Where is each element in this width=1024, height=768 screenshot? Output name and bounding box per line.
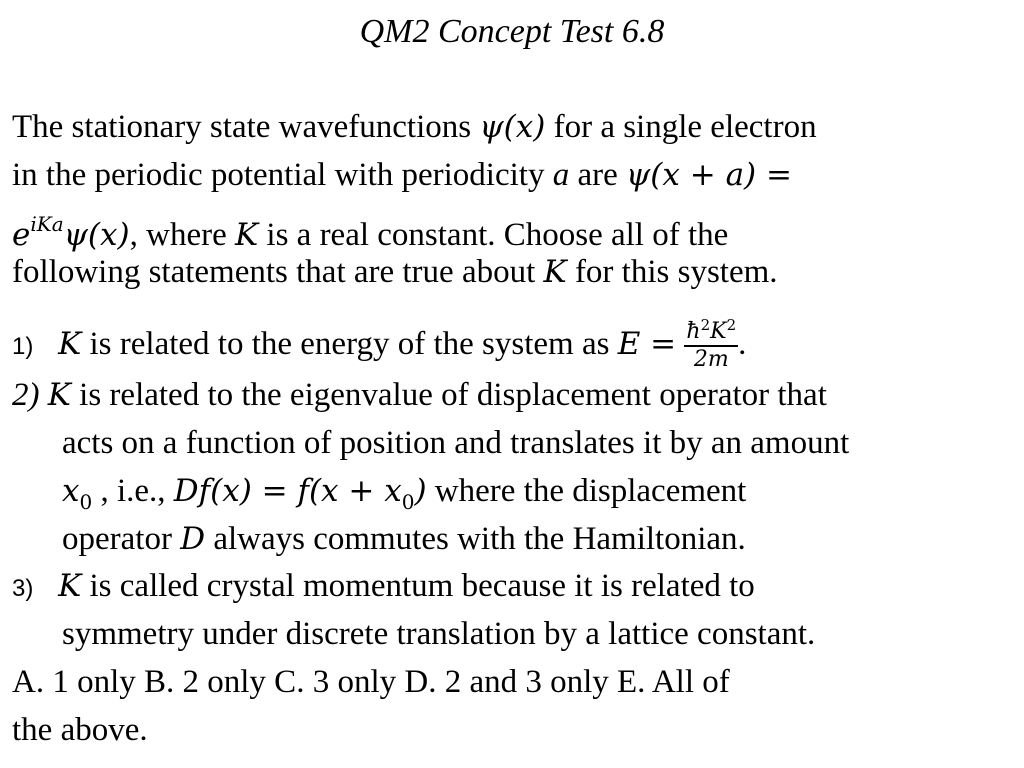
- statement-3-line-1: 3) K is called crystal momentum because it is related to: [12, 568, 755, 604]
- K-var: K: [58, 568, 82, 604]
- K-var: K: [58, 326, 82, 363]
- answer-choices-line-1: A. 1 only B. 2 only C. 3 only D. 2 and 3 only E. All of: [12, 664, 730, 700]
- answer-choices-line-2: the above.: [12, 712, 148, 748]
- psi-x-2: ψ(x): [63, 217, 130, 253]
- intro-line-1: The stationary state wavefunctions ψ(x) for a single electron: [12, 109, 817, 145]
- periodicity-a: a: [552, 157, 570, 193]
- fraction-denominator: 2m: [693, 347, 729, 372]
- statement-1: 1) K is related to the energy of the system as E = $\frac{ħ^2K^2}{2m}$ .: [12, 316, 746, 377]
- slide-title: QM2 Concept Test 6.8: [359, 13, 665, 50]
- intro-line-3: $e^{iKa}\psi(x)$, where K is a real constant. Choose all of the: [12, 212, 729, 253]
- psi-x: ψ(x): [479, 109, 546, 145]
- displacement-equation: Df(x) = f(x + x: [173, 473, 402, 509]
- statement-2-line-2: acts on a function of position and translates it by an amount: [62, 425, 850, 461]
- operator-D: D: [180, 521, 206, 557]
- K-var: K: [543, 254, 567, 290]
- statement-2-line-4: operator D always commutes with the Hamiltonian.: [62, 521, 746, 557]
- statement-2-number: 2): [12, 377, 40, 413]
- energy-fraction: [684, 312, 738, 373]
- K-var: K: [47, 377, 71, 413]
- K-var: K: [234, 217, 259, 253]
- exp-e: e: [12, 217, 31, 253]
- statement-1-number: 1): [12, 333, 34, 361]
- intro-line-4: following statements that are true about K for this system.: [12, 254, 778, 290]
- statement-3-number: 3): [12, 575, 34, 602]
- statement-2-line-1: 2) K is related to the eigenvalue of displacement operator that: [12, 377, 827, 413]
- intro-line-2: in the periodic potential with periodicity a are ψ(x + a) =: [12, 157, 792, 193]
- x0-var: x: [62, 473, 80, 509]
- psi-x-plus-a: ψ(x + a) =: [626, 157, 792, 193]
- exp-iKa: iKa: [30, 212, 64, 236]
- energy-E: E =: [617, 326, 677, 363]
- statement-3-line-2: symmetry under discrete translation by a lattice constant.: [62, 616, 816, 652]
- statement-2-line-3: $x_0$ , i.e., $Df(x) = f(x + x_0)$ where the displacement: [62, 473, 747, 514]
- fraction-numerator: $ħ^2K^2$: [684, 312, 738, 347]
